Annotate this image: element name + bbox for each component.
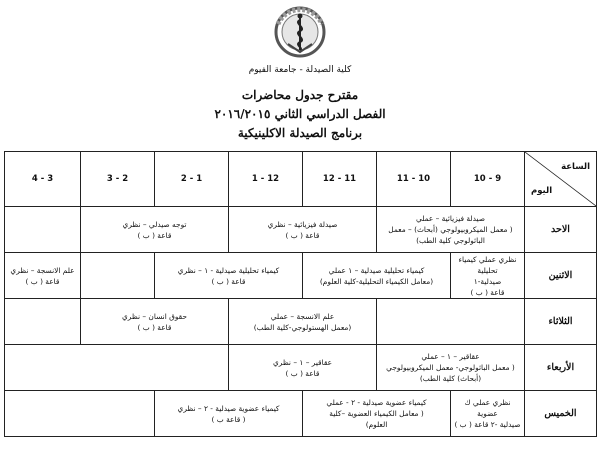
cell-line: العلوم) [365, 420, 388, 429]
day-name: الثلاثاء [525, 299, 597, 345]
cell-line: نظري عملي كيمياء تحليلية [458, 254, 517, 275]
corner-cell [525, 152, 597, 207]
caduceus-emblem-icon [272, 4, 328, 62]
semester-title: الفصل الدراسي الثاني ٢٠١٦/٢٠١٥ [214, 107, 386, 121]
university-logo [272, 4, 328, 62]
cell-line: (معامل الكيمياء التحليلية-كلية العلوم) [319, 276, 434, 286]
time-slot-header: 3 - 4 [5, 152, 81, 207]
cell-line: صيدلية-١ [473, 276, 502, 286]
day-row-monday [5, 253, 597, 299]
cell-line: ( معمل الميكروبيولوجي (أبحاث) – معمل [388, 225, 513, 234]
day-label: اليوم [531, 186, 553, 196]
cell-line: ( قاعة ب ) [211, 414, 246, 424]
empty-cell [81, 253, 155, 299]
schedule-cell [229, 299, 377, 345]
cell-line: قاعة ( ب ) [285, 230, 320, 240]
schedule-cell [5, 253, 81, 299]
empty-cell [5, 391, 155, 437]
cell-line: عقاقير – ١ – نظري [272, 357, 332, 367]
time-slot-header: 10 - 11 [377, 152, 451, 207]
time-slot-header: 9 - 10 [451, 152, 525, 207]
college-name: كلية الصيدلة - جامعة الفيوم [248, 65, 352, 75]
cell-line: علم الانسجة – نظري [10, 265, 75, 275]
cell-line: قاعة ( ب ) [25, 276, 60, 286]
cell-line: قاعة ( ب ) [470, 287, 505, 297]
day-row-sunday [5, 207, 597, 253]
day-name: الاثنين [525, 253, 597, 299]
cell-line: نظري عملي ك عضوية [464, 398, 511, 418]
cell-line: قاعة ( ب ) [137, 230, 172, 240]
schedule-cell [229, 207, 377, 253]
cell-line: صيدلة فيزيائية – عملي [415, 214, 486, 223]
day-row-thursday [5, 391, 597, 437]
schedule-cell [81, 207, 229, 253]
empty-cell [5, 207, 81, 253]
cell-line: كيمياء تحليلية صيدلية – ١ عملي [328, 265, 425, 275]
cell-line: صيدلية -٢ قاعة ( ب ) [454, 420, 521, 429]
schedule-cell [303, 253, 451, 299]
time-slot-header: 2 - 3 [81, 152, 155, 207]
schedule-table [4, 151, 597, 437]
time-slot-header: 1 - 2 [155, 152, 229, 207]
cell-line: (معمل الهستولوجي-كلية الطب) [253, 322, 352, 332]
schedule-cell [155, 391, 303, 437]
cell-line: توجه صيدلي – نظري [122, 219, 187, 229]
cell-line: ( معمل الباثولوجي- معمل الميكروبيولوجي [386, 363, 515, 372]
cell-line: كيمياء عضوية صيدلية - ٢ - عملي [326, 398, 427, 407]
cell-line: كيمياء تحليلية صيدلية - ١ – نظري [177, 265, 280, 275]
cell-line: ( معامل الكيمياء العضوية –كلية [329, 409, 424, 418]
cell-line: كيمياء عضوية صيدلية - ٢ – نظري [177, 403, 280, 413]
empty-cell [5, 299, 81, 345]
cell-line: (أبحاث) كلية الطب) [419, 374, 482, 383]
cell-line: قاعة ( ب ) [285, 368, 320, 378]
day-name: الخميس [525, 391, 597, 437]
diagonal-divider [525, 152, 596, 206]
cell-line: قاعة ( ب ) [211, 276, 246, 286]
schedule-cell [377, 207, 525, 253]
program-title: برنامج الصيدلة الاكلينيكية [237, 126, 363, 140]
cell-line: الباثولوجي كلية الطب) [416, 236, 485, 245]
cell-line: صيدلة فيزيائية – نظري [267, 219, 338, 229]
cell-line: علم الانسجة – عملي [270, 311, 335, 321]
cell-line: حقوق انسان – نظري [122, 311, 187, 321]
cell-line: عقاقير – ١ – عملي [421, 352, 480, 361]
header-row [5, 152, 597, 207]
schedule-title: مقترح جدول محاضرات [241, 88, 359, 102]
time-slot-header: 12 - 1 [229, 152, 303, 207]
empty-cell [5, 345, 229, 391]
schedule-cell [155, 253, 303, 299]
schedule-cell [377, 345, 525, 391]
schedule-cell [303, 391, 451, 437]
day-name: الاحد [525, 207, 597, 253]
day-name: الأربعاء [525, 345, 597, 391]
empty-cell [377, 299, 525, 345]
title-block [0, 86, 600, 143]
schedule-cell [229, 345, 377, 391]
time-slot-header: 11 - 12 [303, 152, 377, 207]
day-row-wednesday [5, 345, 597, 391]
cell-line: قاعة ( ب ) [137, 322, 172, 332]
hour-label: الساعة [561, 162, 590, 172]
schedule-cell [451, 253, 525, 299]
schedule-cell [81, 299, 229, 345]
schedule-cell [451, 391, 525, 437]
day-row-tuesday [5, 299, 597, 345]
